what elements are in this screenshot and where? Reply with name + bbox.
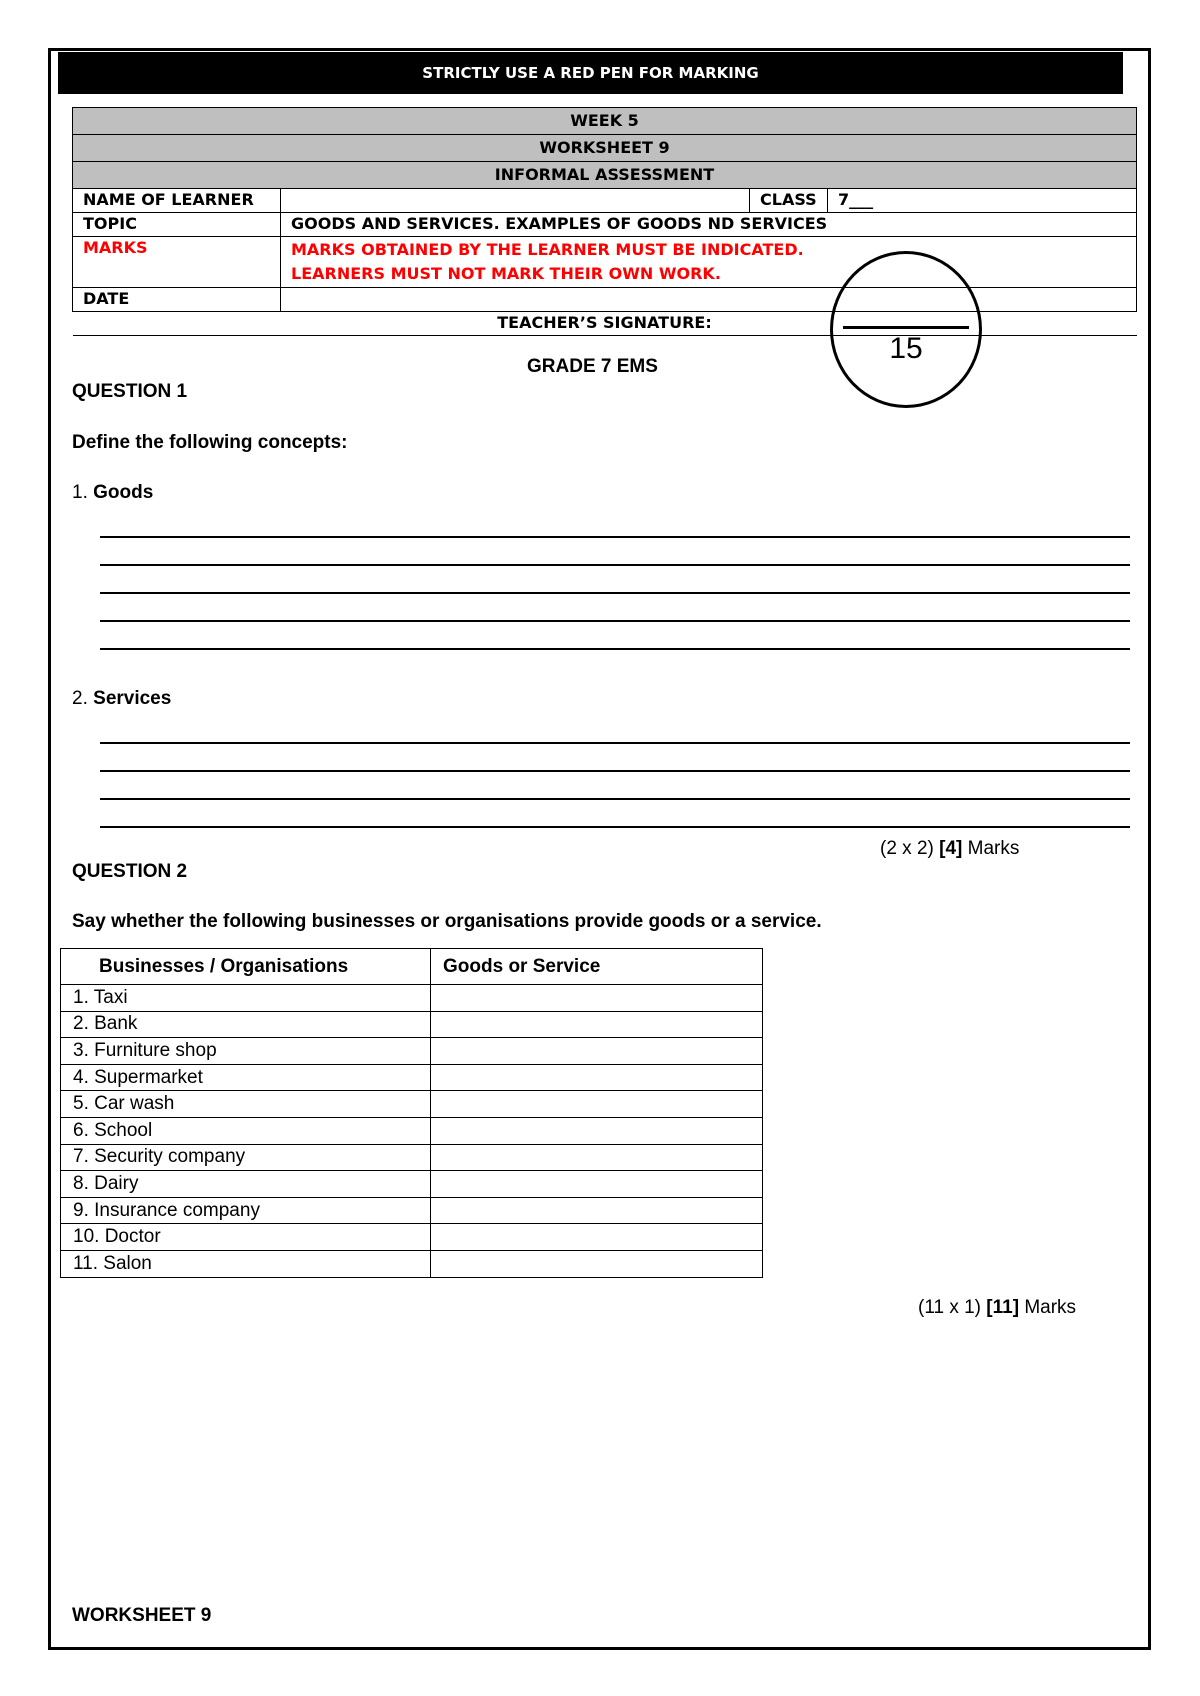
marks-fraction-line [843, 326, 969, 329]
worksheet-cell: WORKSHEET 9 [73, 135, 1137, 162]
answer-cell[interactable] [431, 1224, 763, 1251]
week-cell: WEEK 5 [73, 108, 1137, 135]
marks-note-1: MARKS OBTAINED BY THE LEARNER MUST BE INDICATED. [291, 240, 804, 259]
name-label: NAME OF LEARNER [73, 189, 281, 213]
marking-banner: STRICTLY USE A RED PEN FOR MARKING [58, 52, 1123, 94]
table-row [61, 1011, 763, 1038]
business-cell: 11. Salon [61, 1250, 431, 1277]
business-cell: 3. Furniture shop [61, 1038, 431, 1065]
business-cell: 1. Taxi [61, 985, 431, 1012]
business-cell: 9. Insurance company [61, 1197, 431, 1224]
worksheet-row [73, 135, 1137, 162]
item-number: 1. [72, 482, 88, 503]
table-row [61, 1197, 763, 1224]
assessment-cell: INFORMAL ASSESSMENT [73, 162, 1137, 189]
marks-note-2: LEARNERS MUST NOT MARK THEIR OWN WORK. [291, 264, 721, 283]
question1-item-services [72, 688, 171, 710]
date-label: DATE [73, 288, 281, 312]
question1-instruction: Define the following concepts: [72, 432, 348, 453]
answer-cell[interactable] [431, 1144, 763, 1171]
answer-cell[interactable] [431, 1250, 763, 1277]
answer-line[interactable] [100, 800, 1130, 828]
answer-cell[interactable] [431, 1117, 763, 1144]
answer-cell[interactable] [431, 1064, 763, 1091]
item-label: Services [93, 688, 172, 709]
class-label: CLASS [750, 189, 828, 213]
goods-services-table [60, 948, 763, 1278]
answer-line[interactable] [100, 772, 1130, 800]
name-field[interactable] [281, 189, 750, 213]
answer-cell[interactable] [431, 1197, 763, 1224]
goods-answer-lines[interactable] [100, 510, 1130, 650]
question1-marks [880, 838, 1019, 860]
answer-cell[interactable] [431, 1091, 763, 1118]
answer-line[interactable] [100, 594, 1130, 622]
question2-marks [918, 1297, 1076, 1319]
table-header-row [61, 949, 763, 985]
topic-row [73, 213, 1137, 237]
business-cell: 7. Security company [61, 1144, 431, 1171]
table-row [61, 1224, 763, 1251]
grade-title: GRADE 7 EMS [527, 356, 658, 377]
answer-cell[interactable] [431, 985, 763, 1012]
answer-cell[interactable] [431, 1171, 763, 1198]
name-row [73, 189, 1137, 213]
answer-cell[interactable] [431, 1011, 763, 1038]
topic-label: TOPIC [73, 213, 281, 237]
services-answer-lines[interactable] [100, 716, 1130, 828]
marks-suffix: Marks [967, 838, 1020, 859]
business-cell: 4. Supermarket [61, 1064, 431, 1091]
table-row [61, 1064, 763, 1091]
marks-row [73, 237, 1137, 288]
table-row [61, 1144, 763, 1171]
marks-circle [830, 251, 982, 408]
column-header-goods-or-service: Goods or Service [431, 949, 763, 985]
question2-heading: QUESTION 2 [72, 861, 188, 882]
business-cell: 6. School [61, 1117, 431, 1144]
column-header-businesses: Businesses / Organisations [61, 949, 431, 985]
date-field[interactable] [281, 288, 1137, 312]
marks-total: [11] [986, 1297, 1020, 1318]
class-field[interactable]: 7___ [828, 189, 1137, 213]
marks-total: [4] [939, 838, 963, 859]
answer-line[interactable] [100, 622, 1130, 650]
table-row [61, 1117, 763, 1144]
marks-instructions [281, 237, 1137, 288]
business-cell: 8. Dairy [61, 1171, 431, 1198]
table-row [61, 985, 763, 1012]
question1-item-goods [72, 482, 153, 504]
marks-prefix: (2 x 2) [880, 838, 934, 859]
question2-instruction: Say whether the following businesses or organisations provide goods or a service. [72, 911, 822, 932]
assessment-row [73, 162, 1137, 189]
answer-line[interactable] [100, 538, 1130, 566]
question1-heading: QUESTION 1 [72, 381, 188, 402]
business-cell: 5. Car wash [61, 1091, 431, 1118]
item-number: 2. [72, 688, 88, 709]
marks-suffix: Marks [1024, 1297, 1077, 1318]
table-row [61, 1171, 763, 1198]
table-row [61, 1250, 763, 1277]
answer-line[interactable] [100, 510, 1130, 538]
total-marks: 15 [889, 332, 923, 365]
item-label: Goods [93, 482, 154, 503]
answer-line[interactable] [100, 566, 1130, 594]
week-row [73, 108, 1137, 135]
answer-line[interactable] [100, 744, 1130, 772]
marks-prefix: (11 x 1) [918, 1297, 982, 1318]
marks-label: MARKS [73, 237, 281, 288]
signature-label: TEACHER’S SIGNATURE: [73, 312, 1137, 336]
table-row [61, 1091, 763, 1118]
table-row [61, 1038, 763, 1065]
topic-value: GOODS AND SERVICES. EXAMPLES OF GOODS ND SERVICES [281, 213, 1137, 237]
business-cell: 10. Doctor [61, 1224, 431, 1251]
footer-worksheet-label: WORKSHEET 9 [72, 1605, 212, 1626]
answer-cell[interactable] [431, 1038, 763, 1065]
answer-line[interactable] [100, 716, 1130, 744]
business-cell: 2. Bank [61, 1011, 431, 1038]
